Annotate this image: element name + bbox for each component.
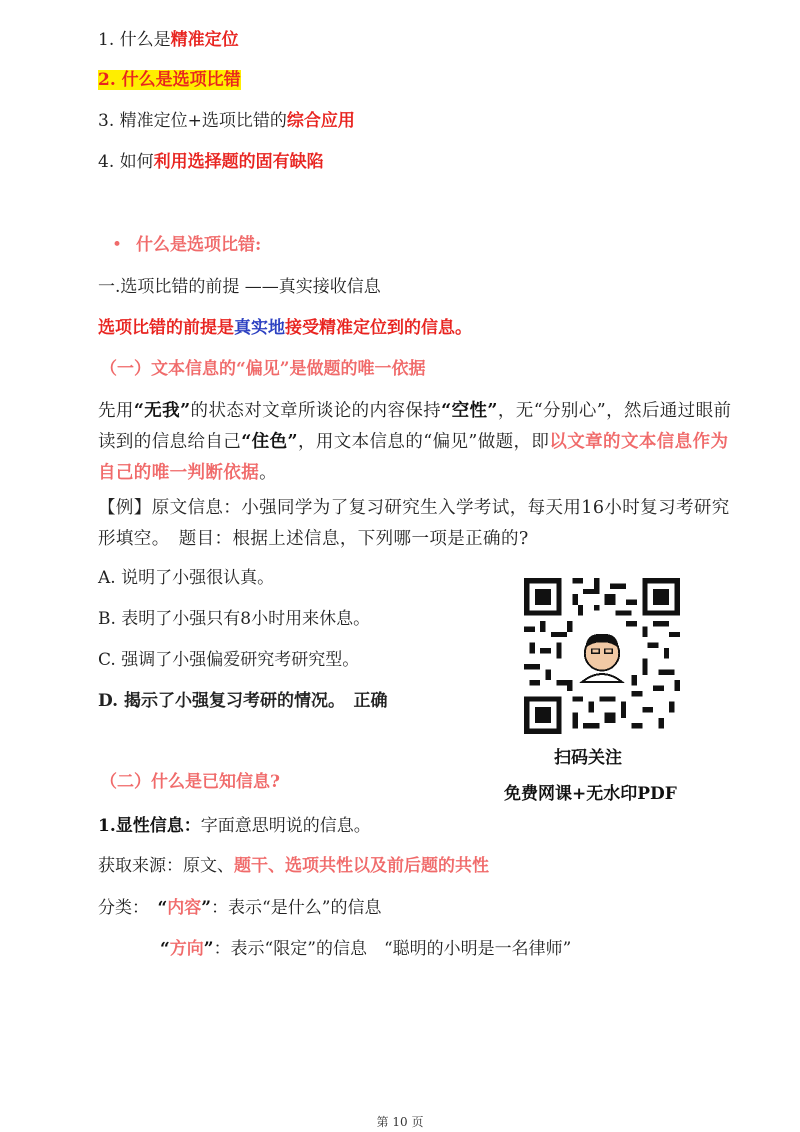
explicit-info	[98, 814, 371, 838]
option-d: D. 揭示了小强复习考研的情况。 正确	[98, 691, 388, 711]
premise-part-c: 接受精准定位到的信息。	[285, 318, 472, 338]
toc-num: 1.	[98, 30, 115, 50]
option-c: C. 强调了小强偏爱研究考研究型。	[98, 650, 360, 670]
explicit-text: 字面意思明说的信息。	[200, 816, 371, 836]
explicit-label: 1.显性信息：	[98, 816, 201, 836]
subsection-2-title: （二）什么是已知信息?	[100, 772, 280, 792]
premise-part-b: 真实地	[234, 318, 285, 338]
option-a: A. 说明了小强很认真。	[98, 568, 275, 588]
quote-close: ”	[201, 898, 212, 918]
source-label: 获取来源：原文、	[98, 856, 234, 876]
section-heading-text: 什么是选项比错:	[136, 235, 262, 255]
toc-highlight	[98, 70, 241, 90]
toc-num: 2.	[98, 70, 116, 90]
toc-item-1	[98, 28, 239, 52]
toc-text: 什么是选项比错	[121, 70, 241, 90]
direction-term: 方向	[169, 939, 204, 959]
option-b: B. 表明了小强只有8小时用来休息。	[98, 609, 371, 629]
qr-caption-1: 扫码关注	[554, 748, 622, 768]
toc-emphasis: 利用选择题的固有缺陷	[153, 152, 324, 172]
toc-emphasis: 综合应用	[286, 111, 355, 131]
toc-item-3	[98, 109, 355, 133]
qr-code-image[interactable]	[524, 578, 680, 734]
toc-text: 什么是	[119, 30, 171, 50]
para-text: ，无“分别心”，然后通过眼前读到的信息给自己	[98, 401, 732, 452]
para-bold: “空性”	[441, 401, 498, 421]
source-line	[98, 854, 489, 878]
para-text: 的状态对文章所谈论的内容保持	[190, 401, 442, 421]
toc-num: 4.	[98, 152, 115, 172]
subsection-1-title: （一）文本信息的“偏见”是做题的唯一依据	[100, 359, 426, 379]
classify-label: 分类：	[98, 898, 158, 918]
direction-line	[160, 937, 571, 961]
premise-statement	[98, 316, 472, 340]
premise-line: 一.选项比错的前提 ——真实接收信息	[98, 277, 381, 297]
para-bold: “无我”	[133, 401, 191, 421]
toc-text: 如何	[119, 152, 154, 172]
bullet-icon: •	[112, 235, 123, 255]
toc-item-4	[98, 150, 324, 174]
classify-line	[98, 896, 381, 920]
quote-open: “	[157, 898, 168, 918]
page-number: 第 10 页	[376, 1115, 424, 1129]
quote-open: “	[160, 939, 170, 959]
toc-item-2	[98, 68, 241, 92]
qr-caption-2: 免费网课+无水印PDF	[504, 784, 677, 804]
source-emphasis: 题干、选项共性以及前后题的共性	[234, 856, 489, 876]
example-text: 【例】原文信息：小强同学为了复习研究生入学考试，每天用16小时复习考研究形填空。 题目：根据上述信息，下列哪一项是正确的?	[98, 498, 730, 549]
premise-part-a: 选项比错的前提是	[98, 318, 234, 338]
classify-desc: ：表示“是什么”的信息	[211, 898, 382, 918]
para-emphasis: 以文章的文本信息作为自己的唯一判断依据	[98, 432, 729, 483]
para-text: 。	[259, 463, 278, 483]
toc-num: 3.	[98, 111, 115, 131]
para-bold: “住色”	[241, 432, 298, 452]
toc-emphasis: 精准定位	[170, 30, 239, 50]
quote-close: ”	[203, 939, 214, 959]
para-text: ，用文本信息的“偏见”做题，即	[297, 432, 550, 452]
para-text: 先用	[98, 401, 134, 421]
section-heading	[112, 233, 261, 257]
direction-desc: ：表示“限定”的信息 “聪明的小明是一名律师”	[213, 939, 572, 959]
classify-term: 内容	[167, 898, 202, 918]
paragraph-1	[98, 396, 743, 489]
toc-text: 精准定位+选项比错的	[119, 111, 287, 131]
